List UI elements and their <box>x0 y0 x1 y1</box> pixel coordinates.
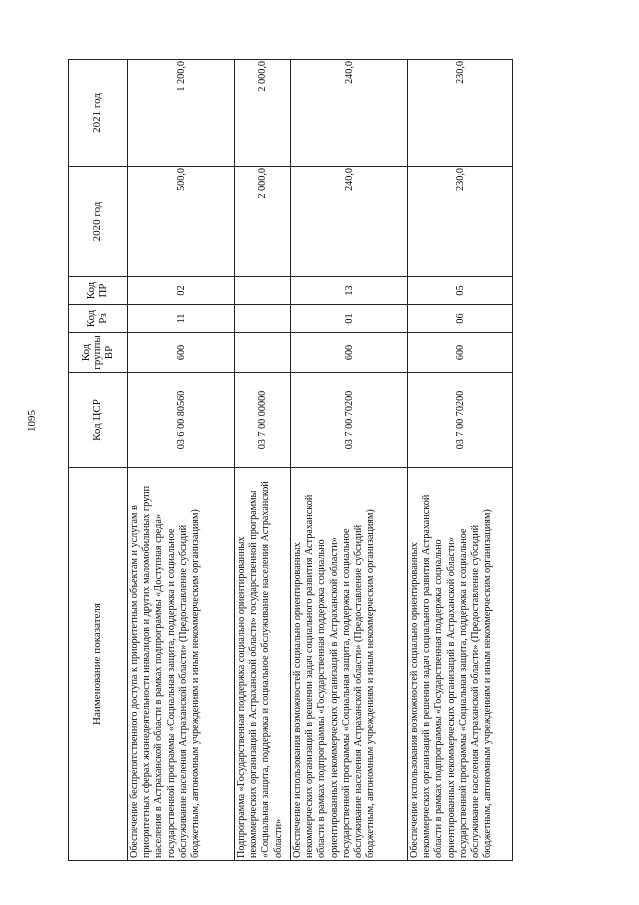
row-csr: 03 7 00 70200 <box>408 373 513 468</box>
row-2021: 1 200,0 <box>128 60 235 167</box>
row-name: Подпрограмма «Государственная поддержка социально ориентированных некоммерческих организаций в Астраханской области» государственной программы «Социальная защита, поддержка и социальное обслуживание населения Астраханской области» <box>235 468 291 861</box>
row-name: Обеспечение использования возможностей социально ориентированных некоммерческих организаций в решении задач социального развития Астраханской области в рамках подпрограммы «Государственная поддержка социально ориентированных некоммерческих организаций в Астраханской области» государственной программы «Социальная защита, поддержка и социальное обслуживание населения Астраханской области» (Предоставление субсидий бюджетным, автономным учреждениям и иным некоммерческим организациям) <box>408 468 513 861</box>
rotated-table-wrapper <box>68 60 512 861</box>
row-name: Обеспечение использования возможностей социально ориентированных некоммерческих организаций в решении задач социального развития Астраханской области в рамках подпрограммы «Государственная поддержка социально ориентированных некоммерческих организаций в Астраханской области» государственной программы «Социальная защита, поддержка и социальное обслуживание населения Астраханской области» (Предоставление субсидий бюджетным, автономным учреждениям и иным некоммерческим организациям) <box>291 468 408 861</box>
header-2020: 2020 год <box>69 167 128 277</box>
row-vr: 600 <box>291 333 408 373</box>
row-2020: 2 000,0 <box>235 167 291 277</box>
row-rz: 11 <box>128 305 235 333</box>
row-csr: 03 7 00 00000 <box>235 373 291 468</box>
row-pr <box>235 277 291 305</box>
header-pr: Код ПР <box>69 277 128 305</box>
row-pr: 13 <box>291 277 408 305</box>
row-vr: 600 <box>128 333 235 373</box>
row-2020: 500,0 <box>128 167 235 277</box>
row-csr: 03 6 00 80560 <box>128 373 235 468</box>
page-number: 1095 <box>26 410 38 432</box>
row-pr: 02 <box>128 277 235 305</box>
header-rz: Код Рз <box>69 305 128 333</box>
row-2020: 230,0 <box>408 167 513 277</box>
row-rz <box>235 305 291 333</box>
row-vr <box>235 333 291 373</box>
table-row <box>128 60 235 861</box>
row-vr: 600 <box>408 333 513 373</box>
row-name: Обеспечение беспрепятственного доступа к приоритетным объектам и услугам в приоритетных сферах жизнедеятельности инвалидов и других маломобильных групп населения в Астраханской области в рамках подпрограммы «Доступная среда» государственной программы «Социальная защита, поддержка и социальное обслуживание населения Астраханской области» (Предоставление субсидий бюджетным, автономным учреждениям и иным некоммерческим организациям) <box>128 468 235 861</box>
row-csr: 03 7 00 70200 <box>291 373 408 468</box>
header-2021: 2021 год <box>69 60 128 167</box>
table-row <box>408 60 513 861</box>
header-row <box>69 60 128 861</box>
budget-table <box>68 59 513 861</box>
row-2021: 2 000,0 <box>235 60 291 167</box>
row-rz: 06 <box>408 305 513 333</box>
header-vr: Код группы ВР <box>69 333 128 373</box>
table-row <box>235 60 291 861</box>
row-pr: 05 <box>408 277 513 305</box>
header-csr: Код ЦСР <box>69 373 128 468</box>
row-2020: 240,0 <box>291 167 408 277</box>
row-2021: 240,0 <box>291 60 408 167</box>
header-name: Наименование показателя <box>69 468 128 861</box>
row-rz: 01 <box>291 305 408 333</box>
row-2021: 230,0 <box>408 60 513 167</box>
table-row <box>291 60 408 861</box>
